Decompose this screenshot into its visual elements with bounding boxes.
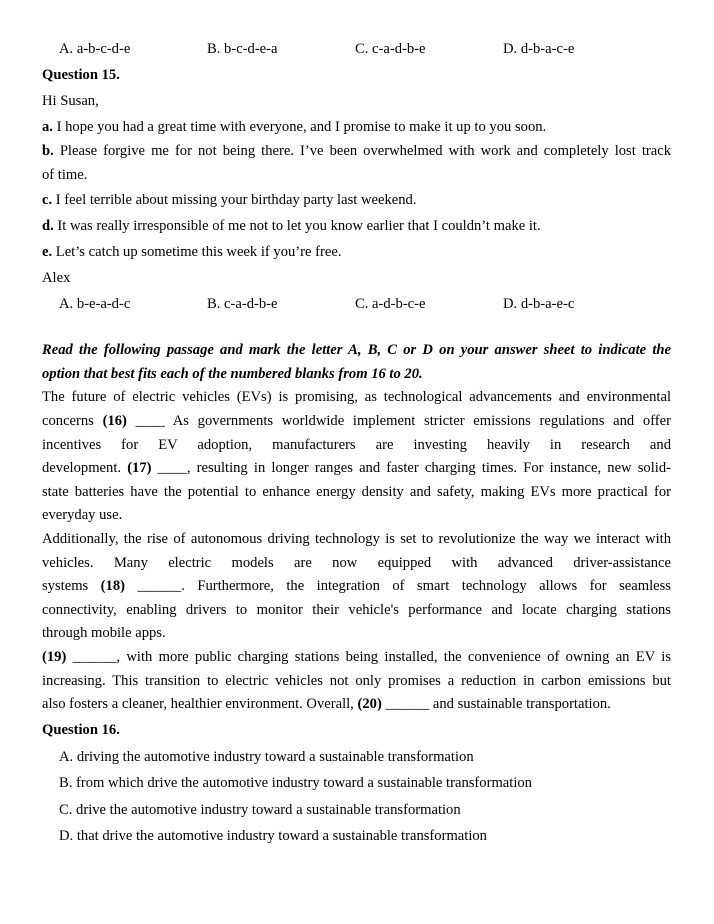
blank-number: (18)	[100, 578, 125, 595]
item-text: Please forgive me for not being there. I’ve been overwhelmed with work and completely lost track	[53, 143, 671, 159]
passage-line: increasing. This transition to electric vehicles not only promises a reduction in carbon emissions but	[42, 672, 671, 689]
passage-line: state batteries have the potential to enhance energy density and safety, making EVs more practical for	[42, 483, 671, 500]
passage-line: through mobile apps.	[42, 625, 166, 642]
q15-title: Question 15.	[42, 67, 120, 83]
item-letter: e.	[42, 244, 53, 261]
item-letter: c.	[42, 192, 53, 209]
instruction-line: Read the following passage and mark the letter A, B, C or D on your answer sheet to indicate the	[42, 342, 671, 359]
q14-option-d[interactable]: D. d-b-a-c-e	[503, 40, 575, 57]
q15-options	[42, 291, 671, 317]
blank-number: (16)	[102, 412, 127, 429]
passage-line: incentives for EV adoption, manufacturers are investing heavily in research and	[42, 436, 671, 453]
passage-line: (19) ______, with more public charging stations being installed, the convenience of owning an EV is	[42, 648, 671, 665]
q16-option-a[interactable]: A. driving the automotive industry toward a sustainable transformation	[59, 748, 474, 765]
q16-option-c[interactable]: C. drive the automotive industry toward a sustainable transformation	[59, 801, 461, 818]
q14-options	[42, 36, 671, 62]
item-letter: b.	[42, 143, 54, 159]
q15-option-a[interactable]: A. b-e-a-d-c	[59, 295, 131, 312]
item-text: I feel terrible about missing your birthday party last weekend.	[52, 192, 417, 209]
q14-option-c[interactable]: C. c-a-d-b-e	[355, 40, 426, 57]
q16-title: Question 16.	[42, 721, 120, 738]
q15-option-b[interactable]: B. c-a-d-b-e	[207, 295, 278, 312]
q15-greeting: Hi Susan,	[42, 93, 99, 109]
q14-option-b[interactable]: B. b-c-d-e-a	[207, 40, 278, 57]
q16-option-b[interactable]: B. from which drive the automotive industry toward a sustainable transformation	[59, 775, 532, 792]
passage-line: Additionally, the rise of autonomous driving technology is set to revolutionize the way we interact with	[42, 530, 671, 547]
q15-item-e	[42, 239, 671, 265]
q16-option-d[interactable]: D. that drive the automotive industry toward a sustainable transformation	[59, 828, 487, 845]
item-text: I hope you had a great time with everyone, and I promise to make it up to you soon.	[52, 119, 547, 135]
q15-option-d[interactable]: D. d-b-a-e-c	[503, 295, 575, 312]
passage-line: concerns (16) ____ As governments worldwide implement stricter emissions regulations and offer	[42, 412, 671, 429]
q15-signature: Alex	[42, 270, 71, 287]
passage-line: The future of electric vehicles (EVs) is promising, as technological advancements and environmental	[42, 389, 671, 406]
passage-line: connectivity, enabling drivers to monitor their vehicle's performance and locate charging stations	[42, 601, 671, 618]
passage-line: development. (17) ____, resulting in longer ranges and faster charging times. For instance, new solid-	[42, 460, 671, 477]
item-text: It was really irresponsible of me not to let you know earlier that I couldn’t make it.	[53, 218, 541, 235]
exam-page	[42, 36, 671, 850]
q15-item-d	[42, 213, 671, 239]
instruction-line: option that best fits each of the numbered blanks from 16 to 20.	[42, 365, 423, 382]
item-text: Let’s catch up sometime this week if you’re free.	[52, 244, 342, 261]
q15-item-c	[42, 187, 671, 213]
passage-paragraph-2	[42, 528, 671, 646]
passage-line: also fosters a cleaner, healthier environment. Overall, (20) ______ and sustainable transportation.	[42, 696, 611, 713]
blank-number: (20)	[357, 696, 382, 713]
q15-item-b	[42, 140, 671, 187]
blank-number: (17)	[127, 460, 152, 477]
passage-paragraph-3	[42, 646, 671, 717]
item-letter: a.	[42, 119, 53, 135]
passage-paragraph-1	[42, 386, 671, 528]
passage-line: everyday use.	[42, 507, 123, 524]
q15-item-a	[42, 114, 671, 140]
blank-number: (19)	[42, 648, 67, 665]
item-text-cont: of time.	[42, 166, 88, 183]
reading-instruction	[42, 339, 671, 386]
passage-line: systems (18) ______. Furthermore, the integration of smart technology allows for seamless	[42, 578, 671, 595]
q14-option-a[interactable]: A. a-b-c-d-e	[59, 40, 131, 57]
item-letter: d.	[42, 218, 54, 235]
q15-option-c[interactable]: C. a-d-b-c-e	[355, 295, 426, 312]
passage-line: vehicles. Many electric models are now equipped with advanced driver-assistance	[42, 554, 671, 571]
